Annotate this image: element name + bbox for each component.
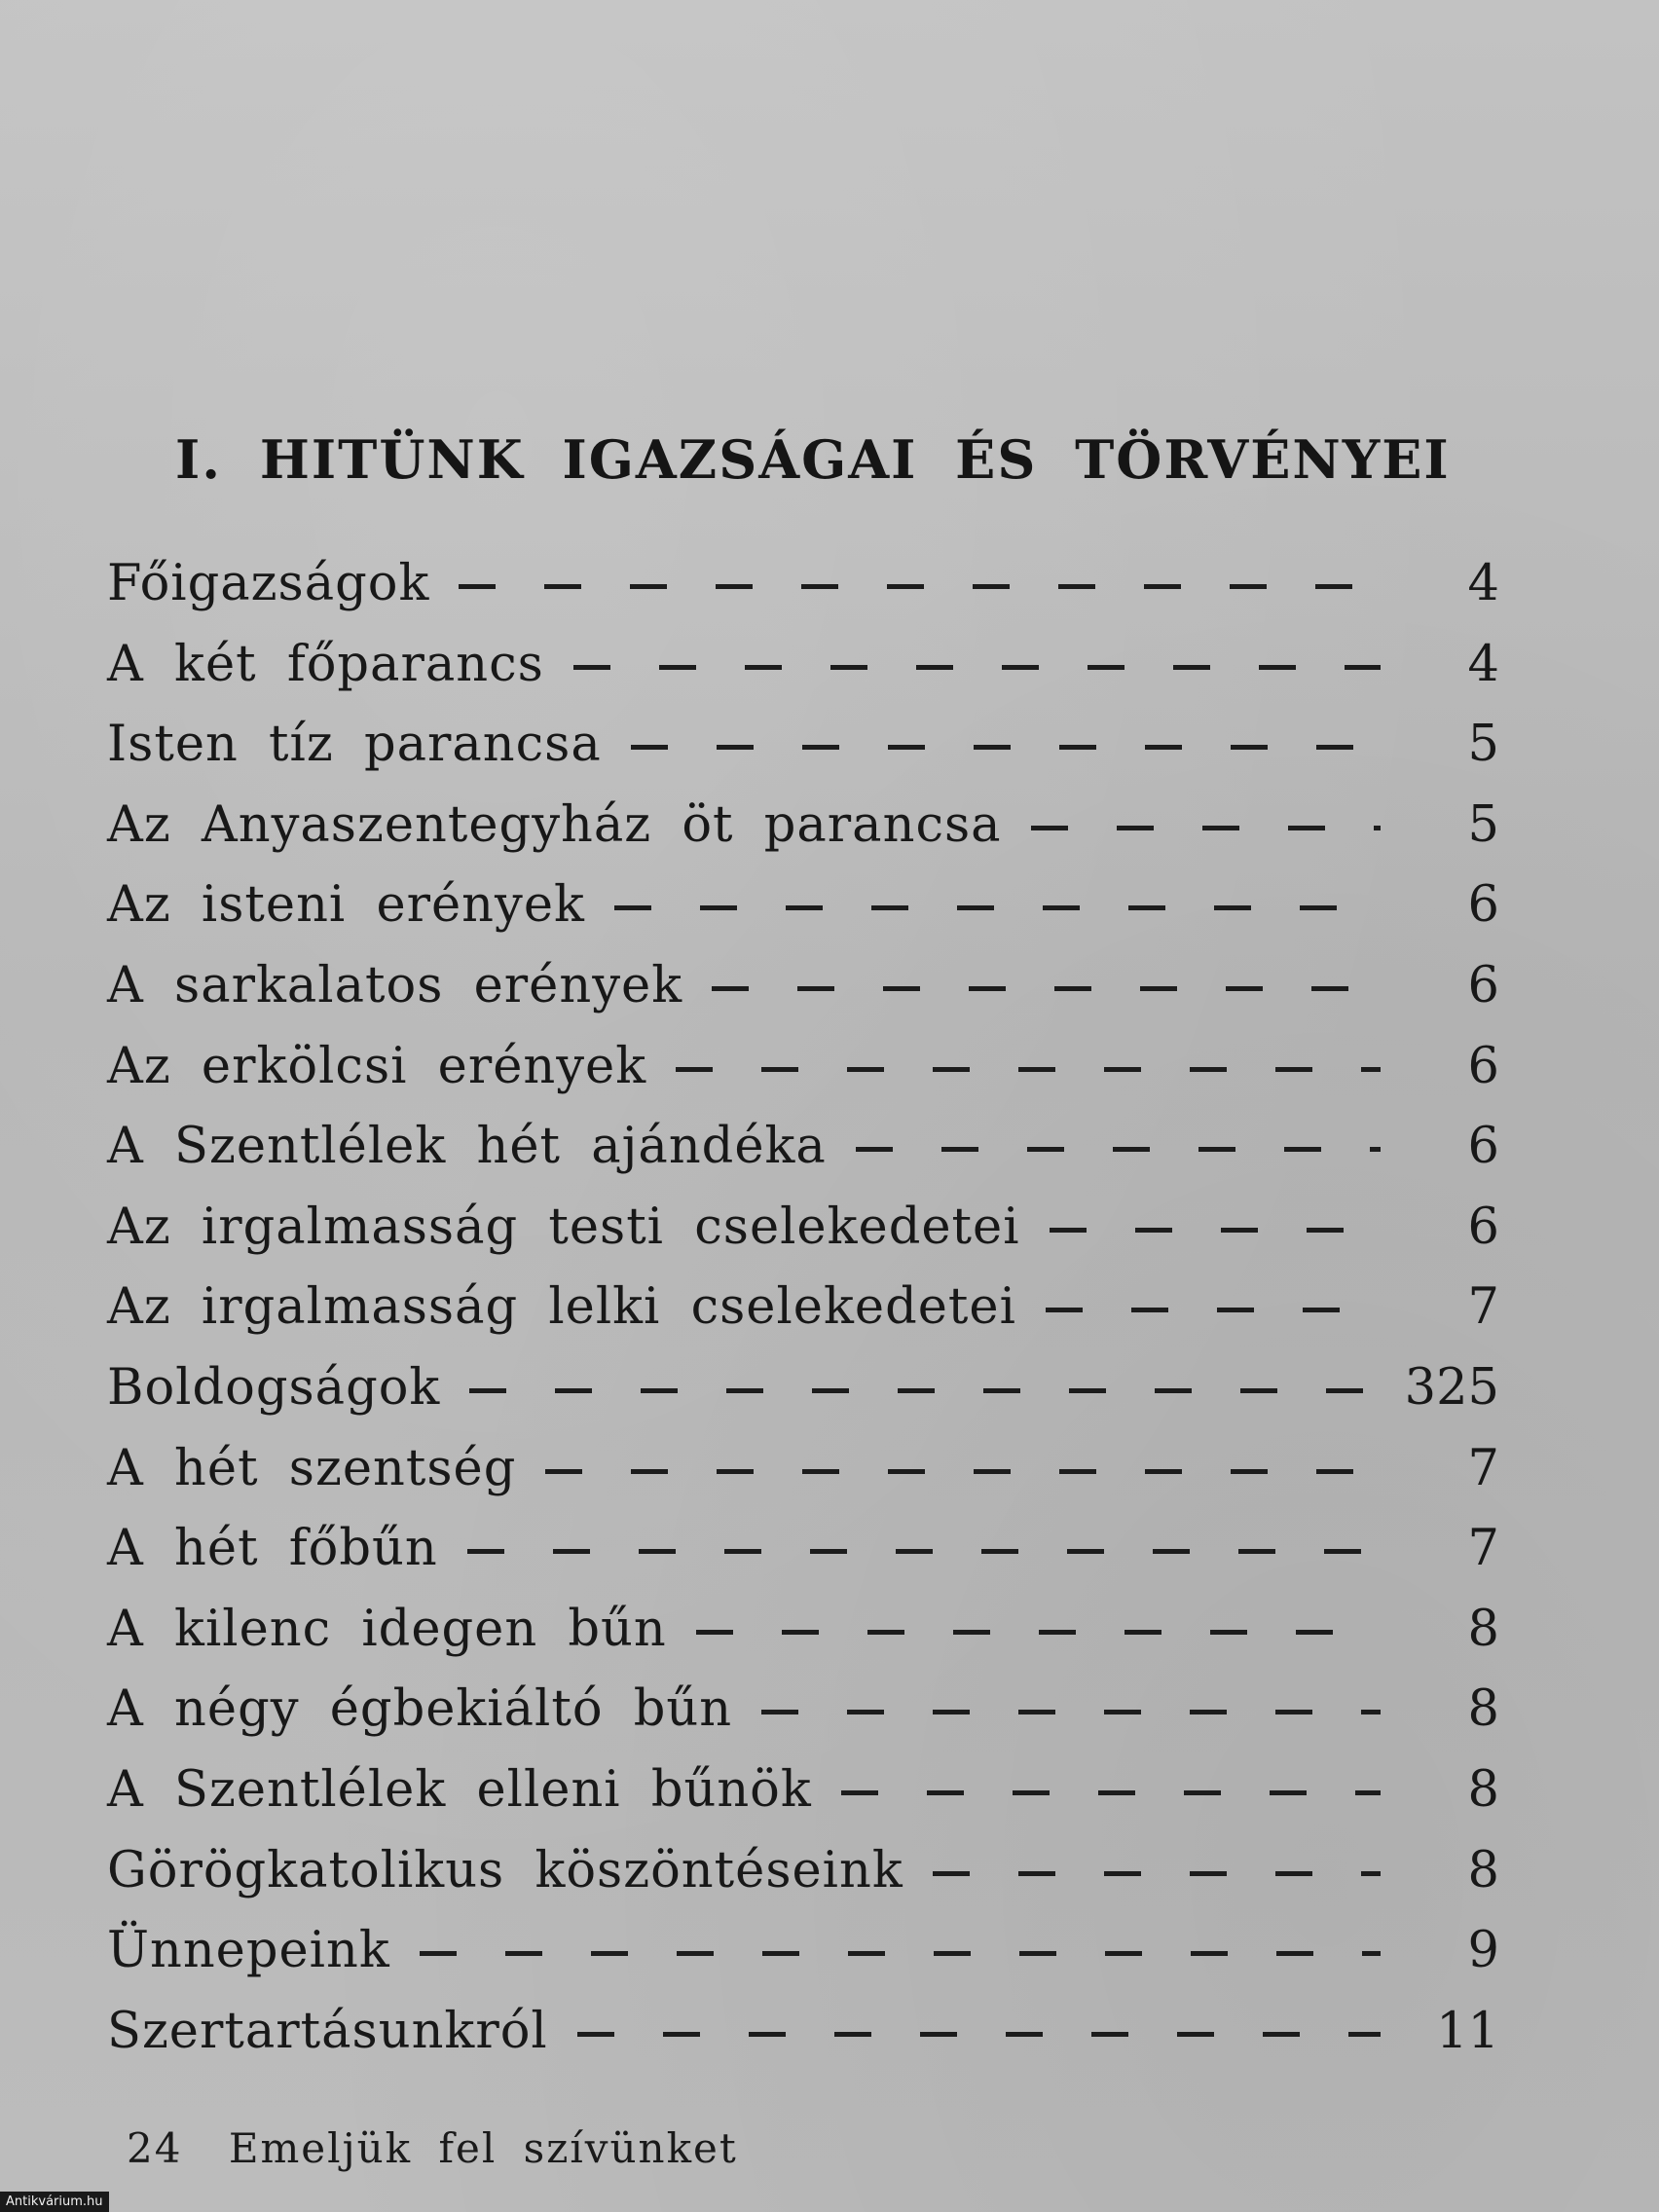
toc-dash-leader bbox=[856, 1147, 1381, 1152]
toc-dash-leader bbox=[1050, 1228, 1381, 1233]
toc-dash-leader bbox=[545, 1469, 1381, 1474]
toc-dash-leader bbox=[631, 745, 1381, 750]
section-title: I. HITÜNK IGAZSÁGAI ÉS TÖRVÉNYEI bbox=[175, 428, 1451, 491]
toc-dash-leader bbox=[933, 1871, 1381, 1876]
toc-entry-page-number: 7 bbox=[1467, 1278, 1499, 1337]
toc-entry bbox=[107, 1430, 1499, 1511]
toc-entry-title: Görögkatolikus köszöntéseink bbox=[107, 1841, 903, 1899]
page-footer bbox=[127, 2124, 738, 2172]
toc-dash-leader bbox=[614, 905, 1381, 910]
toc-entry-title: A sarkalatos erények bbox=[107, 956, 683, 1014]
toc-entry bbox=[107, 1912, 1499, 1993]
footer-page-number: 24 bbox=[127, 2124, 183, 2172]
toc-entry-title: A Szentlélek elleni bűnök bbox=[107, 1760, 812, 1819]
toc-entry-title: A hét főbűn bbox=[107, 1520, 438, 1578]
toc-entry bbox=[107, 1510, 1499, 1591]
toc-entry-page-number: 7 bbox=[1467, 1439, 1499, 1497]
toc-entry-page-number: 4 bbox=[1467, 555, 1499, 612]
toc-entry-page-number: 8 bbox=[1467, 1760, 1499, 1819]
toc-dash-leader bbox=[696, 1630, 1381, 1635]
toc-entry-page-number: 8 bbox=[1467, 1841, 1499, 1899]
toc-entry bbox=[107, 1349, 1499, 1430]
toc-dash-leader bbox=[420, 1951, 1381, 1956]
toc-dash-leader bbox=[676, 1067, 1381, 1072]
toc-entry bbox=[107, 1751, 1499, 1832]
footer-running-title: Emeljük fel szívünket bbox=[228, 2124, 738, 2172]
toc-entry-page-number: 8 bbox=[1467, 1600, 1499, 1658]
toc-entry-title: A kilenc idegen bűn bbox=[107, 1600, 667, 1658]
toc-entry-title: A hét szentség bbox=[107, 1439, 517, 1497]
toc-entry-page-number: 6 bbox=[1467, 1118, 1499, 1176]
toc-entry-page-number: 6 bbox=[1467, 1198, 1499, 1256]
toc-entry-title: Az erkölcsi erények bbox=[107, 1037, 647, 1095]
toc-dash-leader bbox=[1046, 1308, 1381, 1312]
toc-entry-title: Az isteni erények bbox=[107, 876, 585, 935]
toc-entry bbox=[107, 706, 1499, 787]
toc-entry bbox=[107, 947, 1499, 1028]
toc-dash-leader bbox=[712, 986, 1381, 991]
toc-entry-title: A két főparancs bbox=[107, 635, 544, 693]
toc-entry bbox=[107, 1591, 1499, 1672]
toc-entry bbox=[107, 866, 1499, 947]
toc-entry-title: Az Anyaszentegyház öt parancsa bbox=[107, 795, 1002, 854]
toc-entry-page-number: 5 bbox=[1467, 795, 1499, 854]
toc-entry-title: Főigazságok bbox=[107, 555, 430, 612]
toc-entry-page-number: 8 bbox=[1467, 1680, 1499, 1739]
toc-dash-leader bbox=[459, 584, 1381, 589]
toc-entry bbox=[107, 1108, 1499, 1189]
toc-entry bbox=[107, 1993, 1499, 2074]
toc-entry bbox=[107, 787, 1499, 867]
toc-dash-leader bbox=[577, 2032, 1381, 2037]
toc-entry bbox=[107, 1189, 1499, 1270]
toc-dash-leader bbox=[469, 1388, 1381, 1393]
toc-entry bbox=[107, 626, 1499, 707]
toc-entry bbox=[107, 1671, 1499, 1751]
toc-entry-page-number: 325 bbox=[1404, 1358, 1499, 1417]
toc-entry-page-number: 11 bbox=[1436, 2002, 1499, 2060]
toc-entry-page-number: 6 bbox=[1467, 876, 1499, 935]
toc-entry-title: A négy égbekiáltó bűn bbox=[107, 1680, 733, 1739]
toc-entry-title: Szertartásunkról bbox=[107, 2002, 548, 2060]
toc-entry-page-number: 4 bbox=[1467, 635, 1499, 693]
toc-entry-page-number: 7 bbox=[1467, 1520, 1499, 1578]
toc-dash-leader bbox=[1031, 826, 1381, 830]
table-of-contents bbox=[107, 545, 1499, 2073]
toc-entry-title: Az irgalmasság lelki cselekedetei bbox=[107, 1278, 1016, 1337]
watermark-label: Antikvárium.hu bbox=[0, 2192, 109, 2212]
toc-dash-leader bbox=[573, 665, 1381, 670]
toc-entry bbox=[107, 545, 1499, 626]
toc-entry-page-number: 5 bbox=[1467, 716, 1499, 774]
toc-entry-title: Boldogságok bbox=[107, 1358, 441, 1417]
toc-entry bbox=[107, 1832, 1499, 1913]
toc-entry bbox=[107, 1269, 1499, 1349]
toc-entry-page-number: 9 bbox=[1467, 1922, 1499, 1980]
toc-entry-page-number: 6 bbox=[1467, 1037, 1499, 1095]
toc-dash-leader bbox=[841, 1790, 1381, 1795]
toc-entry-title: A Szentlélek hét ajándéka bbox=[107, 1118, 827, 1176]
toc-entry-title: Ünnepeink bbox=[107, 1922, 390, 1980]
toc-entry bbox=[107, 1028, 1499, 1109]
toc-dash-leader bbox=[761, 1710, 1381, 1714]
toc-entry-title: Isten tíz parancsa bbox=[107, 716, 602, 774]
toc-dash-leader bbox=[467, 1549, 1381, 1554]
toc-entry-title: Az irgalmasság testi cselekedetei bbox=[107, 1198, 1020, 1256]
toc-entry-page-number: 6 bbox=[1467, 956, 1499, 1014]
